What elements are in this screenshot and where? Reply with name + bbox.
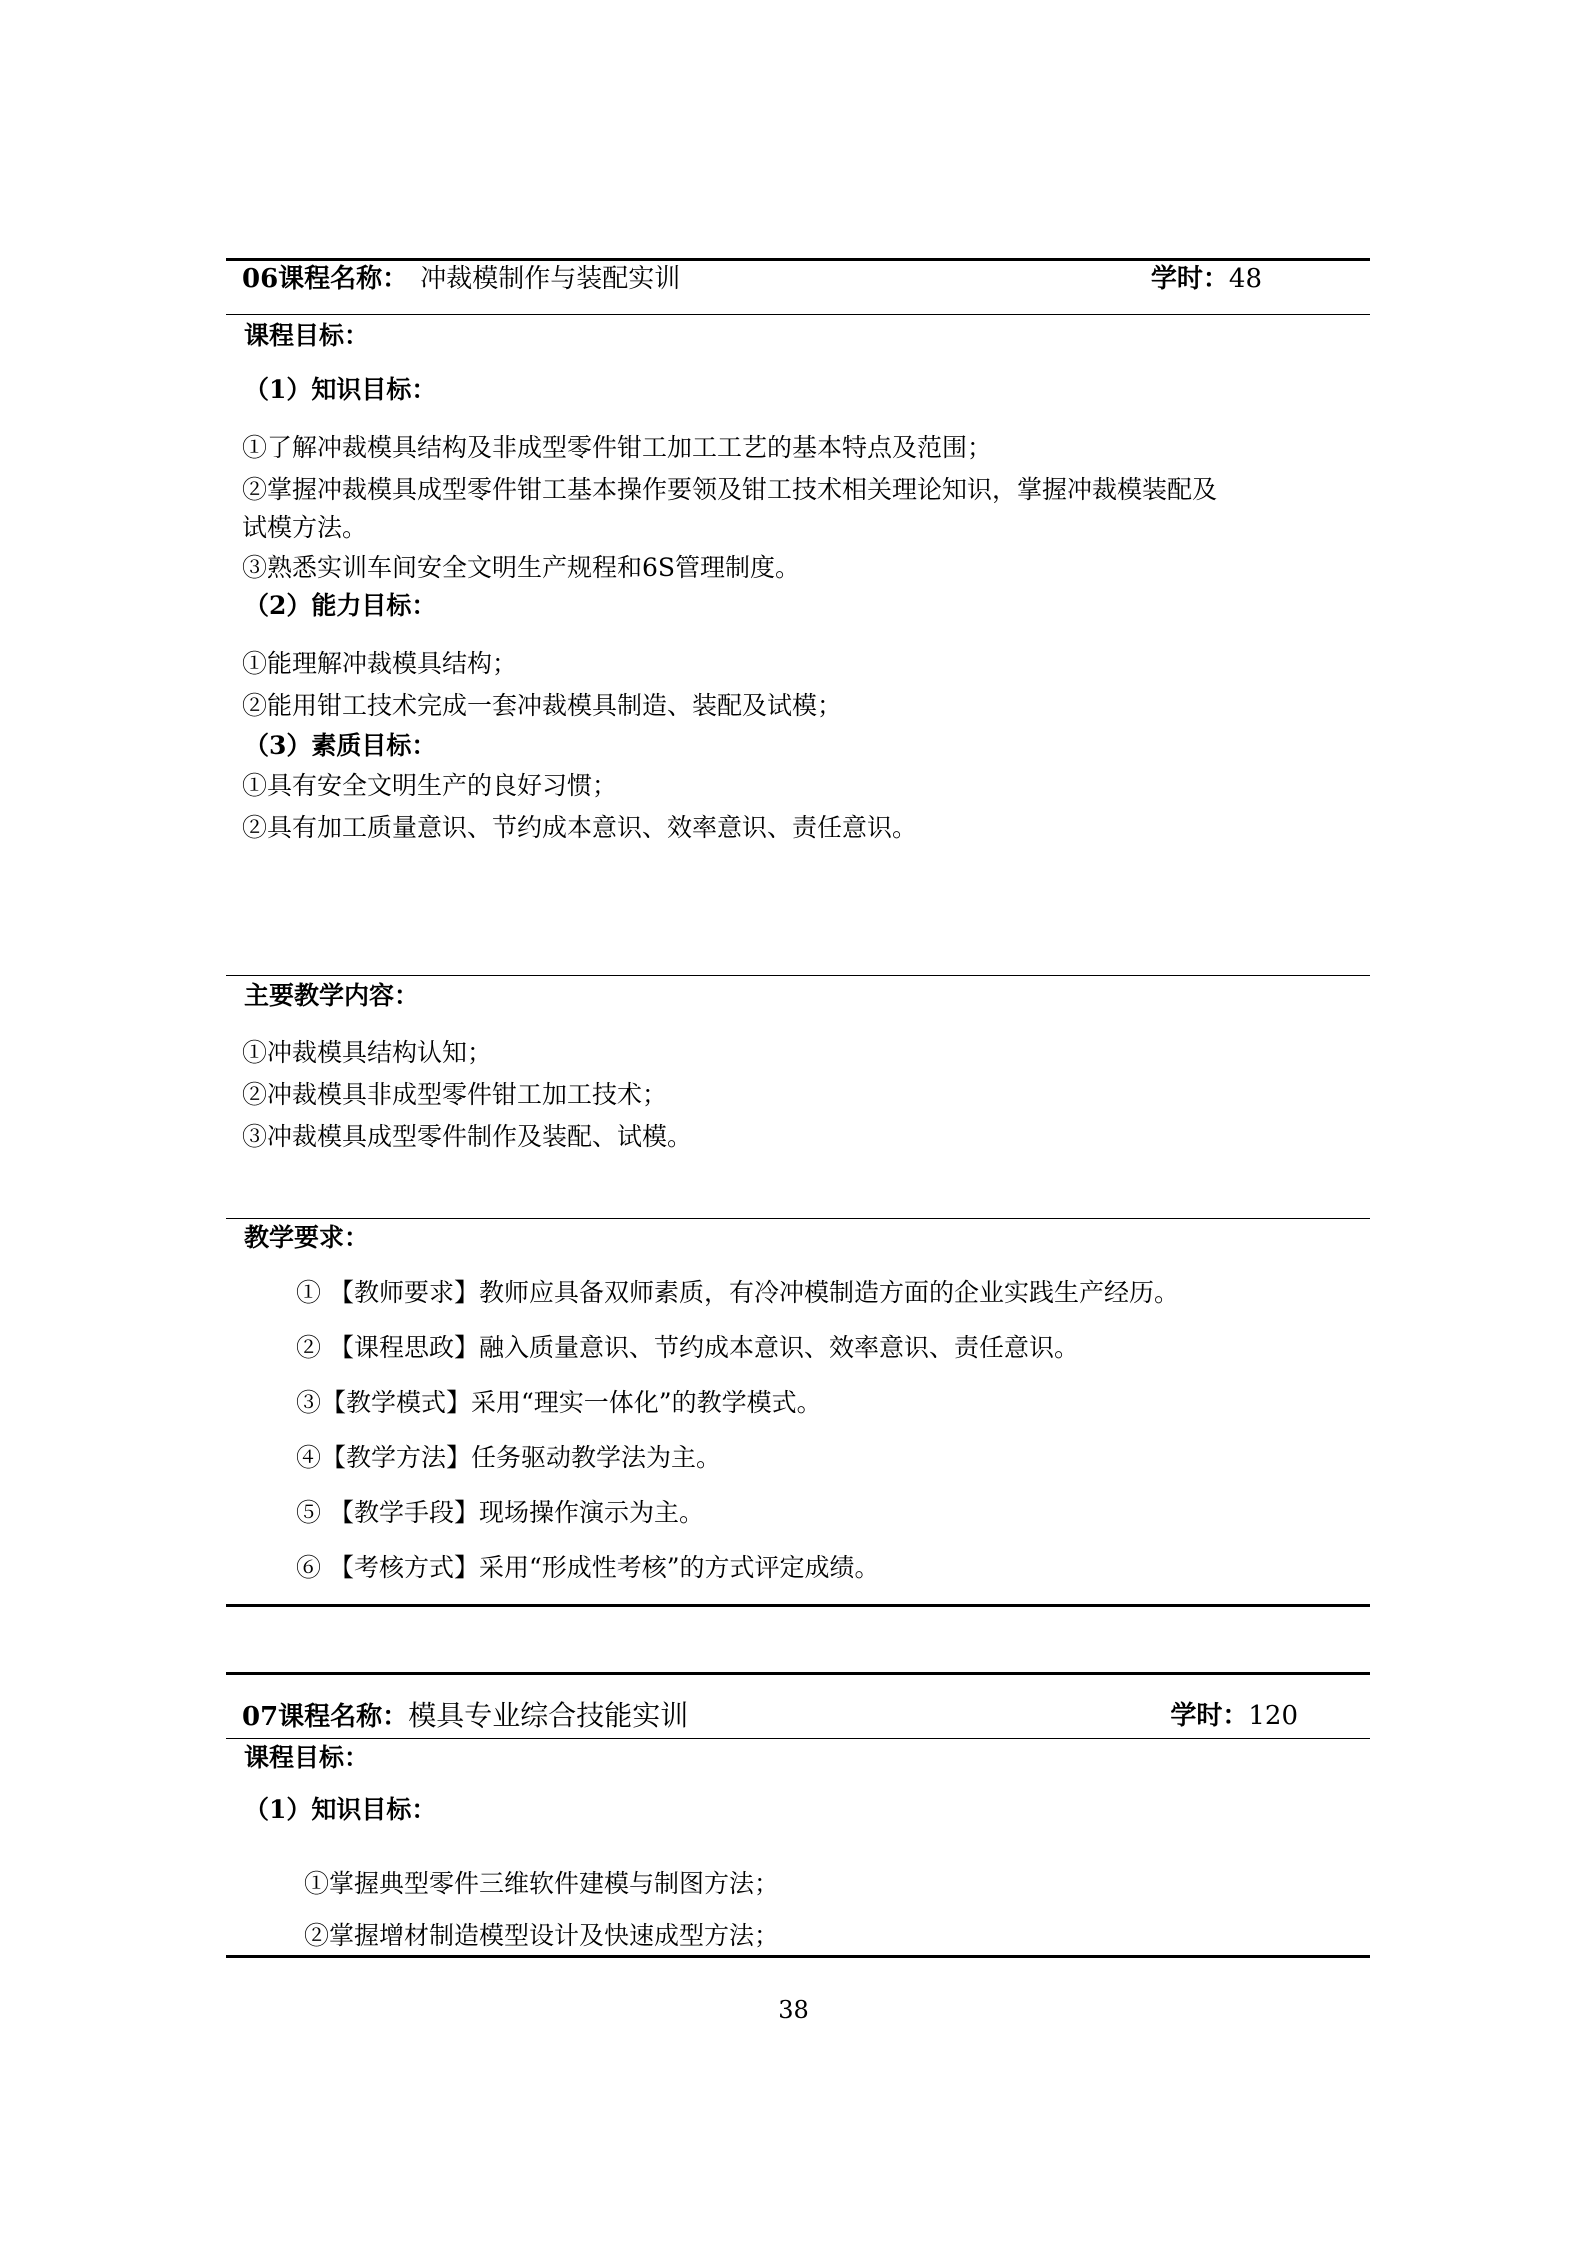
course06-requirement-item: ⑥ 【考核方式】采用“形成性考核”的方式评定成绩。: [296, 1553, 880, 1582]
course07-knowledge-item: ②掌握增材制造模型设计及快速成型方法；: [304, 1921, 780, 1950]
course07-title-label: 07课程名称：: [242, 1702, 409, 1732]
course06-quality-heading: （3）素质目标：: [244, 731, 437, 760]
course06-knowledge-item: ①了解冲裁模具结构及非成型零件钳工加工工艺的基本特点及范围；: [242, 433, 993, 462]
course06-requirements-heading: 教学要求：: [244, 1223, 370, 1252]
course06-knowledge-item: ②掌握冲裁模具成型零件钳工基本操作要领及钳工技术相关理论知识，掌握冲裁模装配及: [242, 475, 1218, 504]
course06-title-value: 冲裁模制作与装配实训: [420, 264, 681, 294]
course06-quality-item: ①具有安全文明生产的良好习惯；: [242, 771, 618, 800]
course06-content-item: ①冲裁模具结构认知；: [242, 1038, 493, 1067]
course06-quality-item: ②具有加工质量意识、节约成本意识、效率意识、责任意识。: [242, 813, 918, 842]
course06-content-item: ②冲裁模具非成型零件钳工加工技术；: [242, 1080, 668, 1109]
course06-hours: [1151, 259, 1262, 299]
course07-hours-value: 120: [1248, 1701, 1298, 1731]
divider: [226, 1955, 1370, 1958]
divider: [226, 1218, 1370, 1219]
course06-objectives-heading: 课程目标：: [244, 321, 370, 350]
course06-requirement-item: ④【教学方法】任务驱动教学法为主。: [296, 1443, 722, 1472]
divider: [226, 975, 1370, 976]
divider: [226, 1604, 1370, 1607]
course07-objectives-heading: 课程目标：: [244, 1743, 370, 1772]
course06-requirement-item: ② 【课程思政】融入质量意识、节约成本意识、效率意识、责任意识。: [296, 1333, 1079, 1362]
course06-ability-item: ②能用钳工技术完成一套冲裁模具制造、装配及试模；: [242, 691, 843, 720]
course06-content-item: ③冲裁模具成型零件制作及装配、试模。: [242, 1122, 693, 1151]
course06-knowledge-item: ③熟悉实训车间安全文明生产规程和6S管理制度。: [242, 553, 801, 582]
course06-title-label: 06课程名称：: [242, 264, 409, 294]
page-number: 38: [778, 1996, 809, 2024]
course06-ability-item: ①能理解冲裁模具结构；: [242, 649, 518, 678]
course07-hours: [1170, 1696, 1298, 1736]
course06-knowledge-item: 试模方法。: [242, 513, 368, 542]
divider: [226, 1672, 1370, 1675]
course06-content-heading: 主要教学内容：: [244, 981, 420, 1010]
course06-hours-value: 48: [1228, 264, 1262, 294]
course07-title-value: 模具专业综合技能实训: [408, 1699, 689, 1732]
course07-knowledge-heading: （1）知识目标：: [244, 1795, 437, 1824]
course06-requirement-item: ③【教学模式】采用“理实一体化”的教学模式。: [296, 1388, 822, 1417]
course06-hours-label: 学时：: [1150, 264, 1229, 294]
course06-requirement-item: ⑤ 【教学手段】现场操作演示为主。: [296, 1498, 704, 1527]
course07-knowledge-item: ①掌握典型零件三维软件建模与制图方法；: [304, 1869, 780, 1898]
course06-title-row: [242, 259, 1352, 299]
course06-ability-heading: （2）能力目标：: [244, 591, 437, 620]
divider: [226, 1738, 1370, 1739]
divider: [226, 314, 1370, 315]
course07-title-row: [242, 1696, 1352, 1736]
course06-knowledge-heading: （1）知识目标：: [244, 375, 437, 404]
course06-requirement-item: ① 【教师要求】教师应具备双师素质，有冷冲模制造方面的企业实践生产经历。: [296, 1278, 1179, 1307]
course07-hours-label: 学时：: [1170, 1701, 1249, 1731]
